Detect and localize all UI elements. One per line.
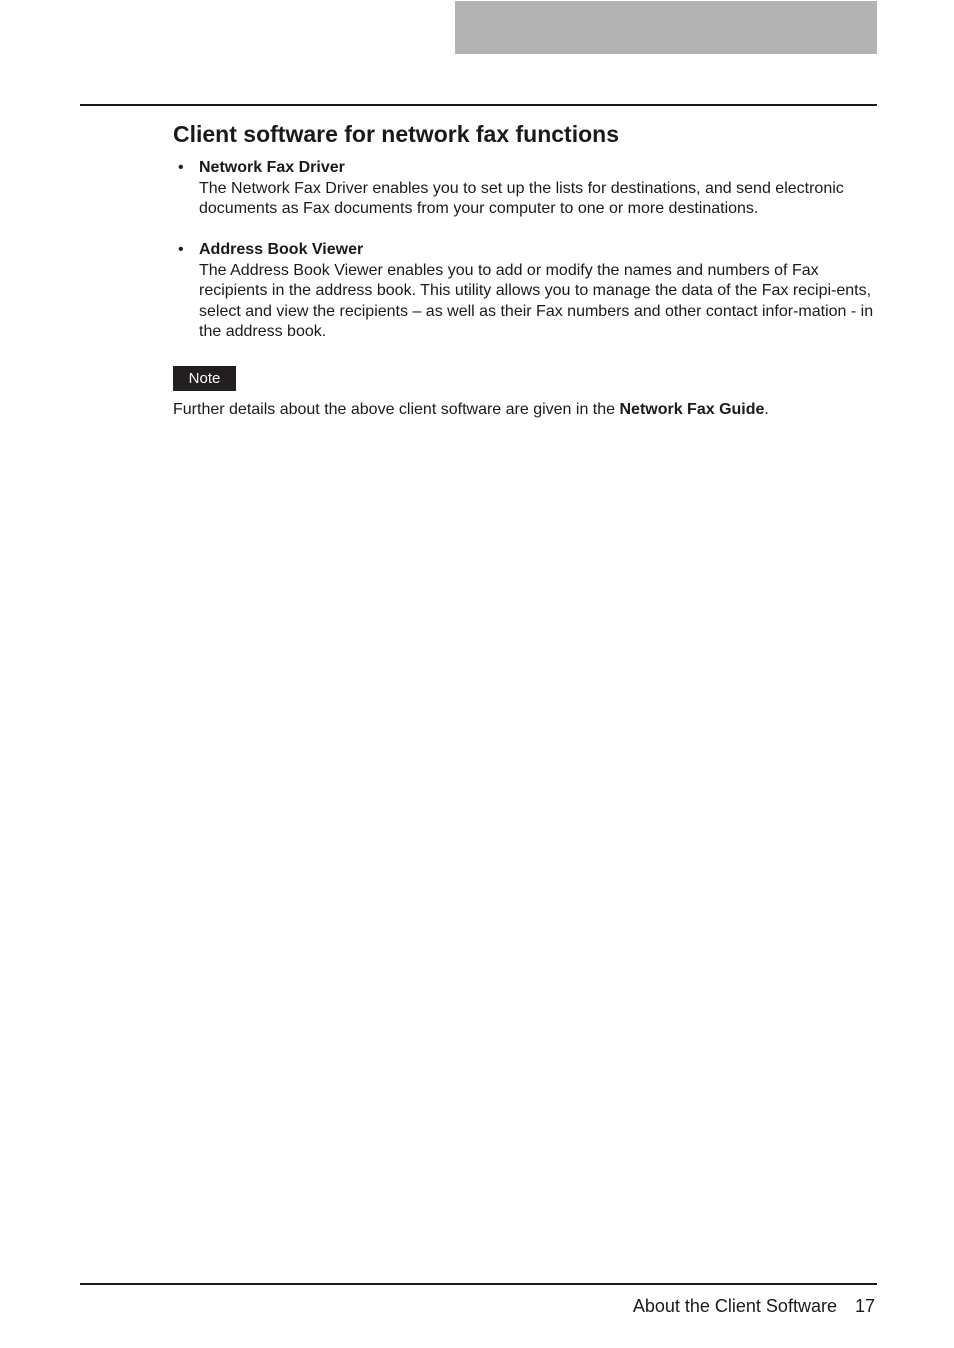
item-body: The Network Fax Driver enables you to set up the lists for destinations, and send electronic documents as Fax documents from your computer to one or more destinations. (199, 179, 844, 217)
item-title: Address Book Viewer (199, 241, 364, 258)
bullet-icon: • (178, 159, 184, 176)
note-badge: Note (173, 366, 236, 391)
note-text-before: Further details about the above client software are given in the (173, 401, 620, 418)
header-band (455, 1, 877, 54)
note-text-after: . (764, 401, 769, 418)
page-number: 17 (854, 1296, 875, 1316)
page-footer (633, 1294, 875, 1318)
top-rule (80, 104, 877, 106)
item-title: Network Fax Driver (199, 159, 345, 176)
bullet-icon: • (178, 241, 184, 258)
item-body: The Address Book Viewer enables you to add or modify the names and numbers of Fax recipients in the address book. This utility allows you to manage the data of the Fax recipi-ents, select and view the recipients – as well as their Fax numbers and other contact infor-mation - in the address book. (199, 261, 874, 340)
list-item-network-fax-driver (173, 158, 877, 220)
list-item-address-book-viewer (173, 240, 877, 343)
section-title: Client software for network fax functions (173, 121, 619, 147)
note-text (173, 400, 769, 421)
bottom-rule (80, 1283, 877, 1285)
network-fax-guide-reference: Network Fax Guide (619, 401, 765, 418)
footer-section-name: About the Client Software (632, 1296, 837, 1316)
